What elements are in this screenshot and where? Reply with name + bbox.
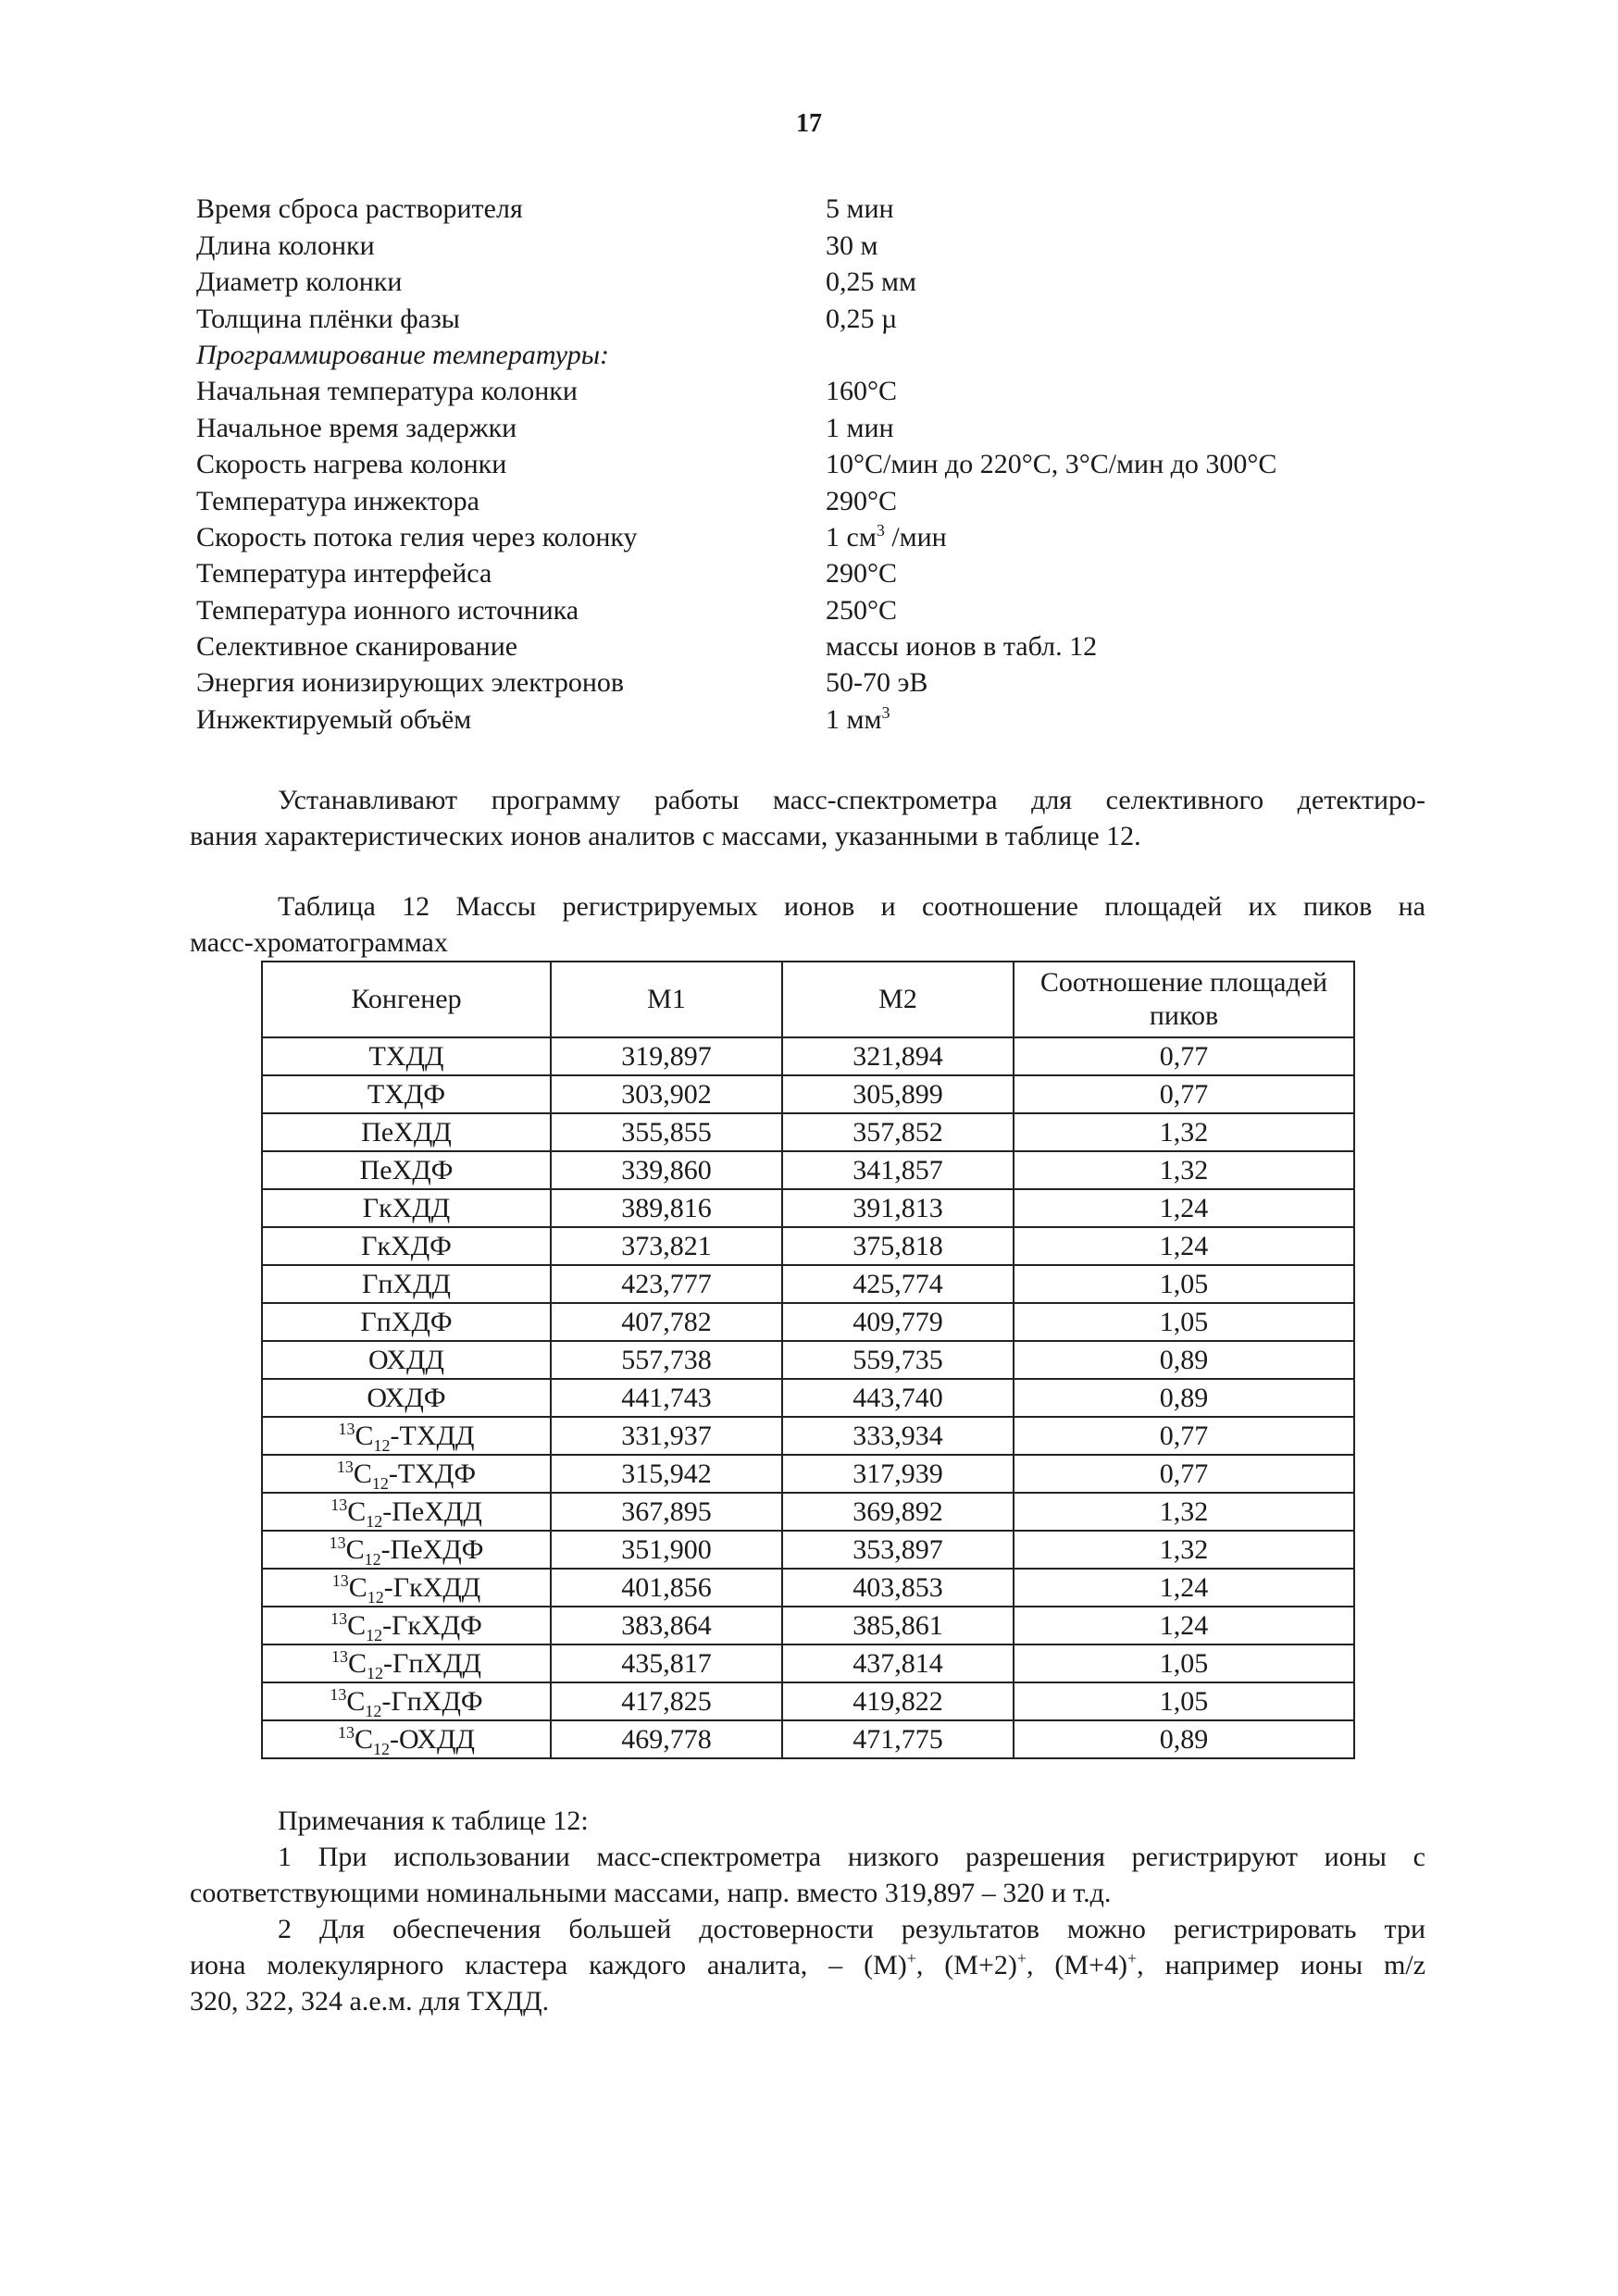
parameter-value: 250°С [826,594,898,626]
congener-name: -ПеХДД [382,1496,482,1527]
parameter-row [196,190,1474,226]
cell-m1: 355,855 [551,1113,782,1151]
table-row [262,1151,1354,1189]
cell-ratio: 0,77 [1014,1075,1354,1113]
congener-name: -ГкХДФ [382,1609,482,1641]
isotope-mass-number: 13 [331,1570,349,1590]
cell-m1: 401,856 [551,1569,782,1607]
table-row [262,1720,1354,1758]
parameter-label: Толщина плёнки фазы [196,303,460,334]
parameter-label: Температура интерфейса [196,558,492,590]
parameter-value: 160°С [826,376,898,407]
parameter-value: 290°С [826,558,898,590]
cell-m2: 403,853 [782,1569,1014,1607]
parameter-row [196,445,1474,481]
cell-m2: 321,894 [782,1037,1014,1075]
table-row [262,1569,1354,1607]
isotope-count: 12 [366,1625,383,1644]
congener-name: -ГпХДФ [381,1685,483,1717]
superscript-plus: + [906,1949,916,1967]
note-2-text-a: иона молекулярного кластера каждого аналита, – (М) [190,1950,907,1980]
isotope-count: 12 [365,1701,382,1720]
parameter-list [196,190,1474,737]
cell-m2: 419,822 [782,1682,1014,1720]
cell-congener: ТХДФ [262,1075,551,1113]
cell-m2: 559,735 [782,1341,1014,1379]
parameter-row [196,336,1474,372]
cell-ratio: 1,05 [1014,1303,1354,1341]
table-row [262,1379,1354,1417]
parameter-row [196,408,1474,444]
cell-m1: 367,895 [551,1493,782,1531]
cell-congener [262,1569,551,1607]
parameter-row [196,263,1474,299]
cell-ratio: 0,89 [1014,1341,1354,1379]
note-2-text-c: , (М+4) [1027,1950,1128,1980]
cell-m2: 437,814 [782,1644,1014,1682]
superscript-plus: + [1127,1949,1138,1967]
superscript-plus: + [1016,1949,1027,1967]
table-row [262,1644,1354,1682]
parameter-row [196,299,1474,335]
isotope-count: 12 [367,1663,384,1682]
congener-name: -ТХДФ [388,1458,477,1489]
cell-m1: 373,821 [551,1227,782,1265]
header-m1: М1 [551,962,782,1037]
cell-congener: ОХДД [262,1341,551,1379]
isotope-count: 12 [373,1435,391,1455]
isotope-mass-number: 13 [331,1646,348,1666]
table-caption [190,888,1425,961]
table-row [262,1227,1354,1265]
cell-congener [262,1607,551,1644]
table-row [262,1265,1354,1303]
parameter-value-text: 1 мм [826,703,882,735]
cell-m1: 351,900 [551,1531,782,1569]
cell-congener [262,1531,551,1569]
parameter-row [196,700,1474,736]
cell-congener: ОХДФ [262,1379,551,1417]
cell-ratio: 1,05 [1014,1644,1354,1682]
isotope-mass-number: 13 [338,1722,355,1742]
cell-m1: 319,897 [551,1037,782,1075]
isotope-count: 12 [367,1587,384,1607]
table-row [262,1455,1354,1493]
cell-ratio: 1,05 [1014,1682,1354,1720]
cell-m1: 417,825 [551,1682,782,1720]
cell-m1: 339,860 [551,1151,782,1189]
parameter-label: Скорость потока гелия через колонку [196,521,638,552]
cell-m1: 435,817 [551,1644,782,1682]
table-row [262,1075,1354,1113]
parameter-row [196,590,1474,627]
cell-ratio: 1,24 [1014,1227,1354,1265]
cell-ratio: 0,77 [1014,1037,1354,1075]
parameter-label: Длина колонки [196,230,375,261]
note-2-line-3: 320, 322, 324 а.е.м. для ТХДД. [190,1986,550,2017]
table-body [262,1037,1354,1758]
cell-congener: ПеХДД [262,1113,551,1151]
table-row [262,1531,1354,1569]
cell-ratio: 1,24 [1014,1189,1354,1227]
isotope-mass-number: 13 [329,1533,346,1552]
note-2-text-b: , (М+2) [915,1950,1017,1980]
intro-line-2: вания характеристических ионов аналитов с массами, указанными в таблице 12. [190,821,1141,851]
cell-ratio: 0,89 [1014,1379,1354,1417]
isotope-mass-number: 13 [336,1457,354,1476]
isotope-element: С [345,1533,365,1565]
intro-line-1: Устанавливают программу работы масс-спектрометра для селективного детектиро- [278,785,1425,815]
table-row [262,1113,1354,1151]
table-row [262,1607,1354,1644]
caption-line-2: масс-хроматограммах [190,927,448,958]
parameter-row [196,226,1474,262]
table-row [262,1493,1354,1531]
isotope-mass-number: 13 [330,1608,348,1628]
parameter-label: Инжектируемый объём [196,703,472,735]
parameter-label: Температура ионного источника [196,594,579,626]
cell-m1: 315,942 [551,1455,782,1493]
cell-congener: ГпХДД [262,1265,551,1303]
cell-m2: 317,939 [782,1455,1014,1493]
cell-congener: ГкХДД [262,1189,551,1227]
cell-m2: 305,899 [782,1075,1014,1113]
isotope-count: 12 [366,1511,383,1531]
congener-name: -ГкХДД [383,1571,481,1603]
cell-ratio: 1,05 [1014,1265,1354,1303]
cell-congener: ТХДД [262,1037,551,1075]
cell-m1: 331,937 [551,1417,782,1455]
isotope-count: 12 [371,1473,389,1493]
cell-congener: ПеХДФ [262,1151,551,1189]
isotope-mass-number: 13 [330,1684,347,1704]
cell-congener [262,1720,551,1758]
cell-congener [262,1644,551,1682]
parameter-label: Энергия ионизирующих электронов [196,667,625,699]
parameter-value [826,703,1474,737]
cell-m2: 341,857 [782,1151,1014,1189]
superscript-exponent: 3 [876,520,885,540]
isotope-mass-number: 13 [330,1495,348,1514]
parameter-row [196,518,1474,554]
cell-ratio: 1,32 [1014,1531,1354,1569]
parameter-value: 1 мин [826,412,894,443]
intro-paragraph [190,782,1425,854]
congener-name: -ОХДД [390,1723,475,1755]
parameter-value: 290°С [826,485,898,516]
note-2-text-d: , например ионы m/z [1137,1950,1426,1980]
table-header-row [262,962,1354,1037]
mass-table [261,961,1355,1759]
header-ratio: Соотношение площадей пиков [1014,962,1354,1037]
cell-congener [262,1455,551,1493]
parameter-label: Начальное время задержки [196,412,517,443]
cell-m2: 353,897 [782,1531,1014,1569]
cell-m2: 357,852 [782,1113,1014,1151]
superscript-exponent: 3 [881,702,890,722]
parameter-value: 50-70 эВ [826,667,928,699]
cell-ratio: 0,77 [1014,1417,1354,1455]
parameter-row [196,372,1474,408]
cell-m2: 443,740 [782,1379,1014,1417]
isotope-element: С [348,1647,367,1679]
parameter-value-text: 1 см [826,521,877,552]
table-row [262,1037,1354,1075]
table-row [262,1303,1354,1341]
parameter-value: массы ионов в табл. 12 [826,631,1098,663]
note-2-line-2 [190,1947,1425,1983]
parameter-value: 5 мин [826,193,894,225]
parameter-row [196,664,1474,700]
table-row [262,1341,1354,1379]
cell-ratio: 1,24 [1014,1569,1354,1607]
cell-m2: 409,779 [782,1303,1014,1341]
header-m2: М2 [782,962,1014,1037]
note-2-line-1: 2 Для обеспечения большей достоверности результатов можно регистрировать три [278,1914,1425,1944]
cell-m1: 383,864 [551,1607,782,1644]
cell-ratio: 1,32 [1014,1151,1354,1189]
congener-name: -ПеХДФ [380,1533,484,1565]
cell-m2: 391,813 [782,1189,1014,1227]
parameter-label: Диаметр колонки [196,267,403,298]
congener-name: -ТХДД [390,1420,475,1451]
cell-m2: 425,774 [782,1265,1014,1303]
cell-ratio: 0,89 [1014,1720,1354,1758]
table-notes [190,1803,1425,2019]
parameter-label: Время сброса растворителя [196,193,523,225]
parameter-label: Селективное сканирование [196,631,518,663]
isotope-element: С [346,1685,366,1717]
parameter-label: Температура инжектора [196,485,479,516]
page-number: 17 [796,109,822,138]
isotope-element: С [347,1496,367,1527]
note-1-line-1: 1 При использовании масс-спектрометра низкого разрешения регистрируют ионы с [278,1842,1425,1872]
parameter-value-unit: /мин [884,521,947,552]
parameter-value: 0,25 µ [826,303,898,334]
cell-m1: 389,816 [551,1189,782,1227]
parameter-value: 10°С/мин до 220°С, 3°С/мин до 300°С [826,449,1277,480]
cell-ratio: 1,32 [1014,1113,1354,1151]
isotope-element: С [353,1458,372,1489]
table-row [262,1682,1354,1720]
cell-ratio: 1,24 [1014,1607,1354,1644]
parameter-row [196,481,1474,517]
isotope-count: 12 [364,1549,381,1569]
cell-m1: 557,738 [551,1341,782,1379]
cell-m2: 385,861 [782,1607,1014,1644]
parameter-row [196,627,1474,664]
cell-ratio: 1,32 [1014,1493,1354,1531]
isotope-mass-number: 13 [338,1419,355,1438]
isotope-element: С [348,1571,367,1603]
parameter-label: Программирование температуры: [196,339,610,370]
parameter-value: 0,25 мм [826,267,916,298]
cell-m1: 423,777 [551,1265,782,1303]
parameter-value: 30 м [826,230,878,261]
congener-name: -ГпХДД [383,1647,481,1679]
isotope-element: С [355,1420,374,1451]
cell-m2: 471,775 [782,1720,1014,1758]
cell-m1: 303,902 [551,1075,782,1113]
cell-m1: 469,778 [551,1720,782,1758]
cell-ratio: 0,77 [1014,1455,1354,1493]
cell-m2: 333,934 [782,1417,1014,1455]
parameter-row [196,554,1474,590]
table-row [262,1189,1354,1227]
cell-congener: ГкХДФ [262,1227,551,1265]
isotope-element: С [347,1609,367,1641]
note-1-line-2: соответствующими номинальными массами, напр. вместо 319,897 – 320 и т.д. [190,1878,1112,1908]
cell-congener [262,1417,551,1455]
isotope-count: 12 [373,1739,391,1758]
cell-m1: 407,782 [551,1303,782,1341]
cell-m2: 375,818 [782,1227,1014,1265]
cell-m1: 441,743 [551,1379,782,1417]
caption-line-1: Таблица 12 Массы регистрируемых ионов и соотношение площадей их пиков на [278,891,1425,922]
header-congener: Конгенер [262,962,551,1037]
isotope-element: С [355,1723,374,1755]
parameter-value [826,521,1474,554]
parameter-label: Начальная температура колонки [196,376,578,407]
cell-m2: 369,892 [782,1493,1014,1531]
cell-congener [262,1682,551,1720]
cell-congener [262,1493,551,1531]
parameter-label: Скорость нагрева колонки [196,449,507,480]
notes-title: Примечания к таблице 12: [278,1806,589,1836]
table-row [262,1417,1354,1455]
cell-congener: ГпХДФ [262,1303,551,1341]
